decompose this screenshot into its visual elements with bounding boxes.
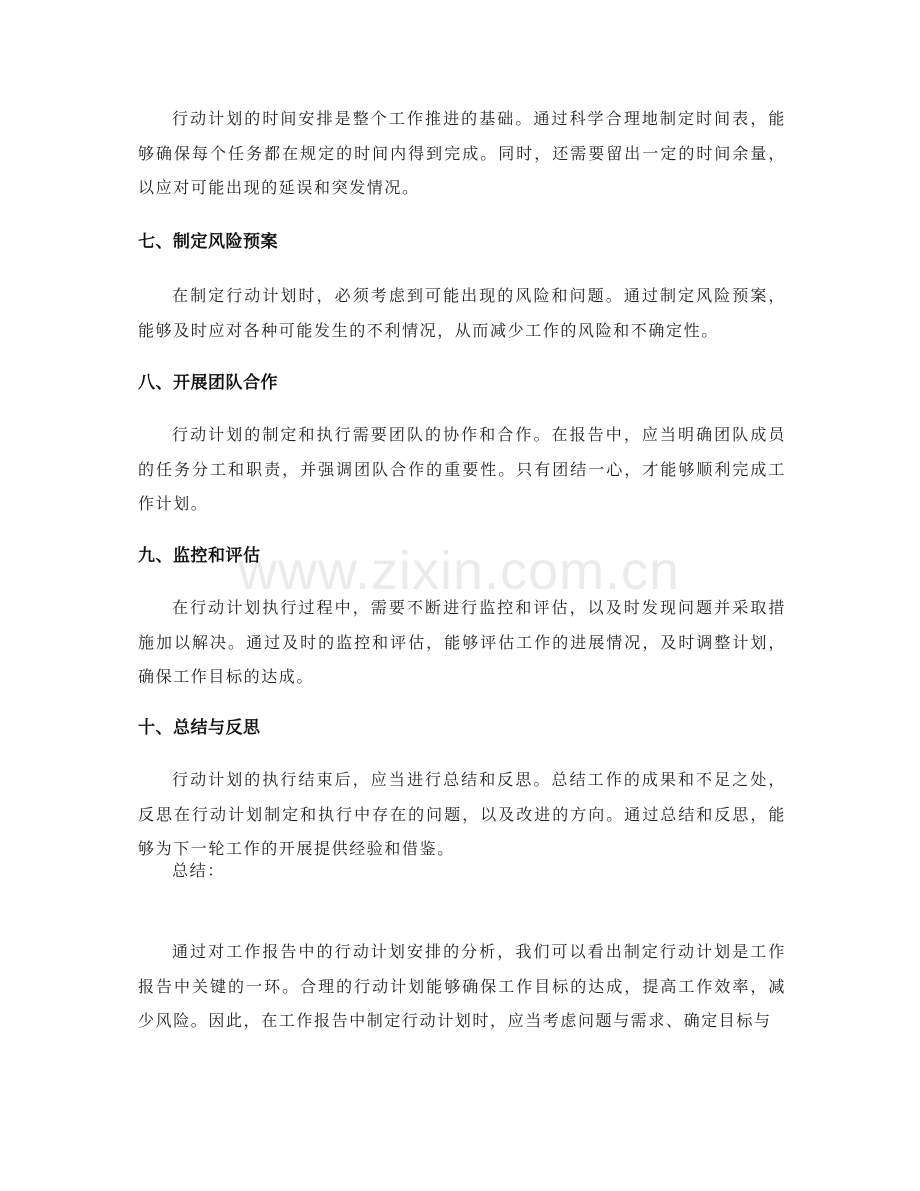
paragraph-conclusion: 通过对工作报告中的行动计划安排的分析，我们可以看出制定行动计划是工作报告中关键的一环。合理的行动计划能够确保工作目标的达成，提高工作效率，减少风险。因此，在工作报告中制定行动计划时，应当考虑问题与需求、确定目标与 [138, 942, 786, 1030]
heading-monitoring: 九、监控和评估 [138, 546, 261, 566]
paragraph-risk-plan: 在制定行动计划时，必须考虑到可能出现的风险和问题。通过制定风险预案，能够及时应对各种可能发生的不利情况，从而减少工作的风险和不确定性。 [138, 286, 786, 340]
summary-label: 总结： [172, 861, 225, 880]
watermark: www.zixin.com.cn [238, 541, 681, 601]
paragraph-time-schedule: 行动计划的时间安排是整个工作推进的基础。通过科学合理地制定时间表，能够确保每个任务都在规定的时间内得到完成。同时，还需要留出一定的时间余量，以应对可能出现的延误和突发情况。 [138, 109, 786, 197]
heading-summary-reflection: 十、总结与反思 [138, 718, 261, 738]
paragraph-summary-reflection: 行动计划的执行结束后，应当进行总结和反思。总结工作的成果和不足之处，反思在行动计划制定和执行中存在的问题，以及改进的方向。通过总结和反思，能够为下一轮工作的开展提供经验和借鉴。 [138, 770, 786, 858]
heading-risk-plan: 七、制定风险预案 [138, 232, 278, 252]
heading-teamwork: 八、开展团队合作 [138, 373, 278, 393]
paragraph-monitoring: 在行动计划执行过程中，需要不断进行监控和评估，以及时发现问题并采取措施加以解决。通过及时的监控和评估，能够评估工作的进展情况，及时调整计划，确保工作目标的达成。 [138, 598, 786, 686]
paragraph-teamwork: 行动计划的制定和执行需要团队的协作和合作。在报告中，应当明确团队成员的任务分工和职责，并强调团队合作的重要性。只有团结一心，才能够顺利完成工作计划。 [138, 425, 786, 513]
